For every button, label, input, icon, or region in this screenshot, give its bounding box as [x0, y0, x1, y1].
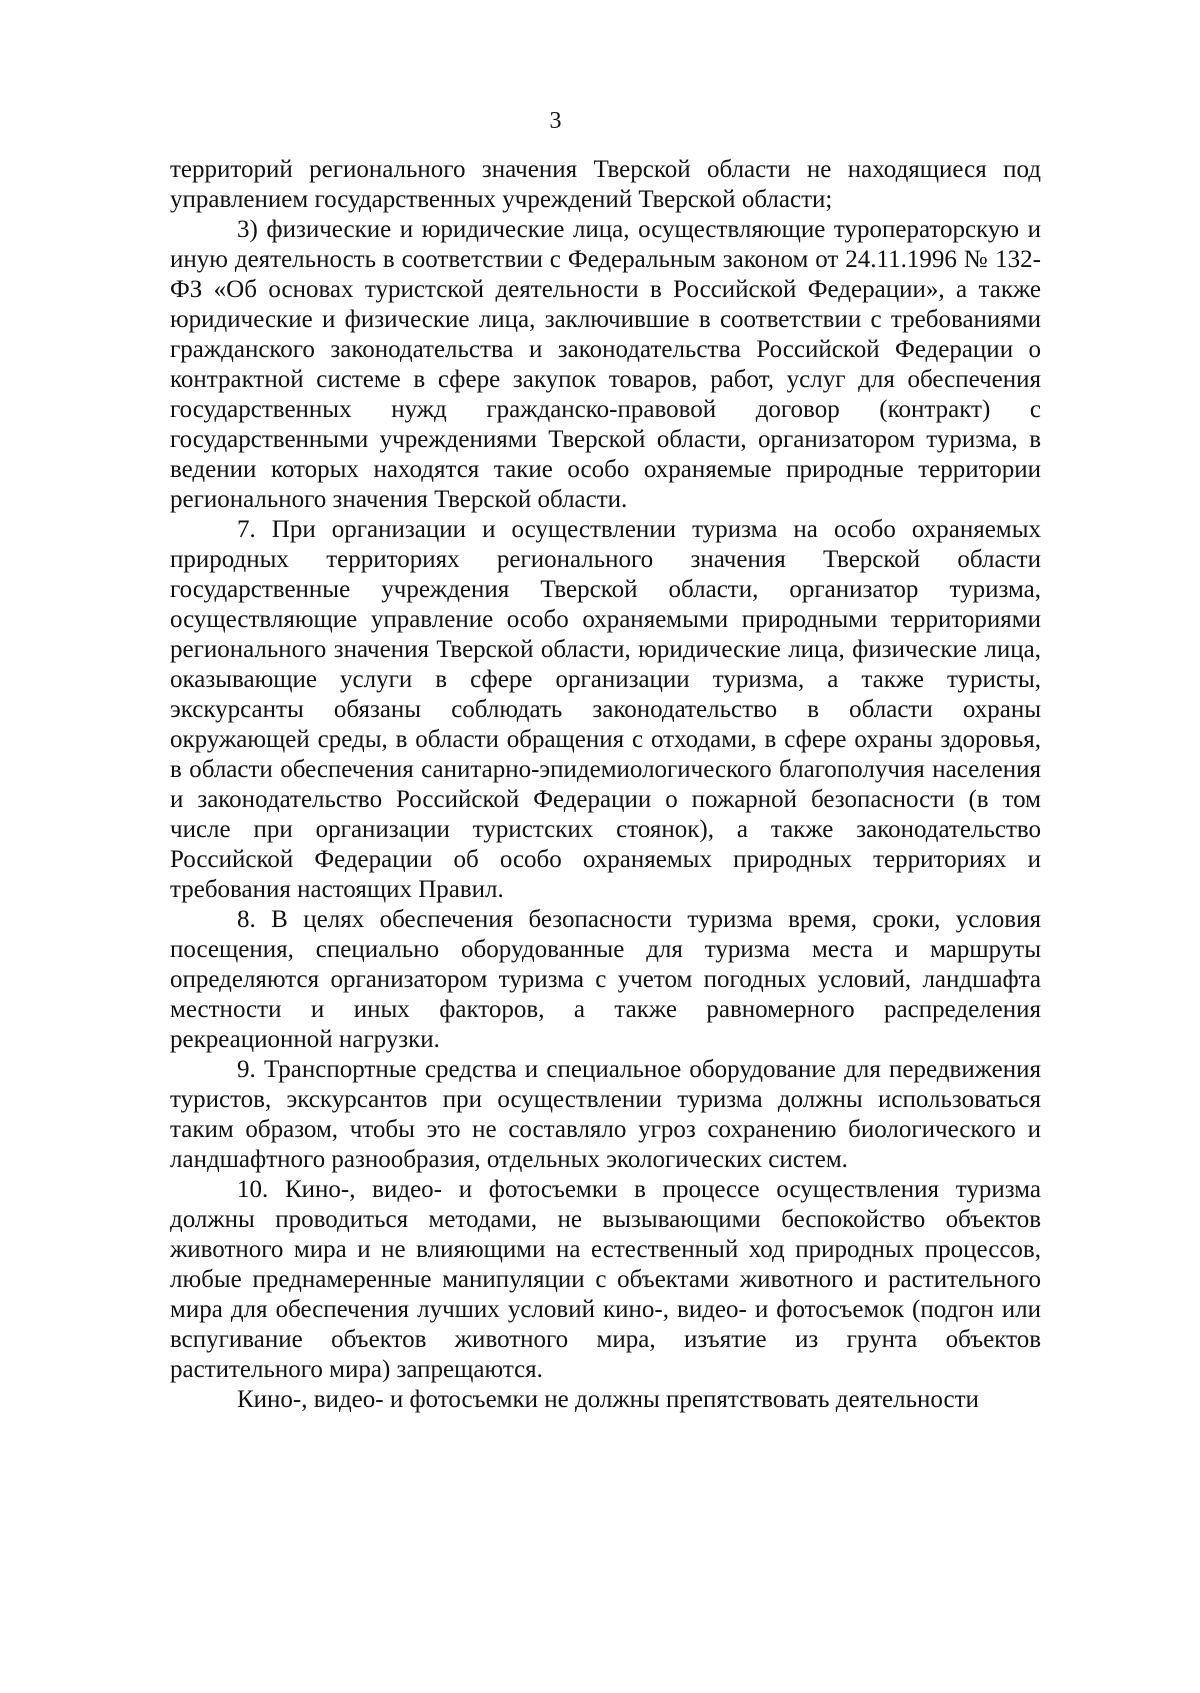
document-body [170, 155, 1041, 1415]
paragraph-clause-8: 8. В целях обеспечения безопасности туризма время, сроки, условия посещения, специально оборудованные для туризма места и маршруты определяются организатором туризма с учетом погодных условий, ландшафта местности и иных факторов, а также равномерного распределения рекреационной нагрузки. [170, 906, 1041, 1053]
paragraph-clause-10: 10. Кино-, видео- и фотосъемки в процессе осуществления туризма должны проводиться методами, не вызывающими беспокойство объектов животного мира и не влияющими на естественный ход природных процессов, любые преднамеренные манипуляции с объектами животного и растительного мира для обеспечения лучших условий кино-, видео- и фотосъемок (подгон или вспугивание объектов животного мира, изъятие из грунта объектов растительного мира) запрещаются. [170, 1176, 1041, 1383]
page-number: 3 [549, 108, 562, 134]
paragraph-clause-9: 9. Транспортные средства и специальное оборудование для передвижения туристов, экскурсантов при осуществлении туризма должны использоваться таким образом, чтобы это не составляло угроз сохранению биологического и ландшафтного разнообразия, отдельных экологических систем. [170, 1056, 1041, 1173]
paragraph-item-3: 3) физические и юридические лица, осуществляющие туроператорскую и иную деятельность в соответствии с Федеральным законом от 24.11.1996 № 132-ФЗ «Об основах туристской деятельности в Российской Федерации», а также юридические и физические лица, заключившие в соответствии с требованиями гражданского законодательства и законодательства Российской Федерации о контрактной системе в сфере закупок товаров, работ, услуг для обеспечения государственных нужд гражданско-правовой договор (контракт) с государственными учреждениями Тверской области, организатором туризма, в ведении которых находятся такие особо охраняемые природные территории регионального значения Тверской области. [170, 216, 1041, 513]
paragraph-clause-10-continued: Кино-, видео- и фотосъемки не должны препятствовать деятельности [237, 1386, 979, 1413]
paragraph-continuation: территорий регионального значения Тверской области не находящиеся под управлением государственных учреждений Тверской области; [170, 156, 1041, 213]
paragraph-clause-7: 7. При организации и осуществлении туризма на особо охраняемых природных территориях регионального значения Тверской области государственные учреждения Тверской области, организатор туризма, осуществляющие управление особо охраняемыми природными территориями регионального значения Тверской области, юридические лица, физические лица, оказывающие услуги в сфере организации туризма, а также туристы, экскурсанты обязаны соблюдать законодательство в области охраны окружающей среды, в области обращения с отходами, в сфере охраны здоровья, в области обеспечения санитарно-эпидемиологического благополучия населения и законодательство Российской Федерации о пожарной безопасности (в том числе при организации туристских стоянок), а также законодательство Российской Федерации об особо охраняемых природных территориях и требования настоящих Правил. [170, 516, 1041, 903]
